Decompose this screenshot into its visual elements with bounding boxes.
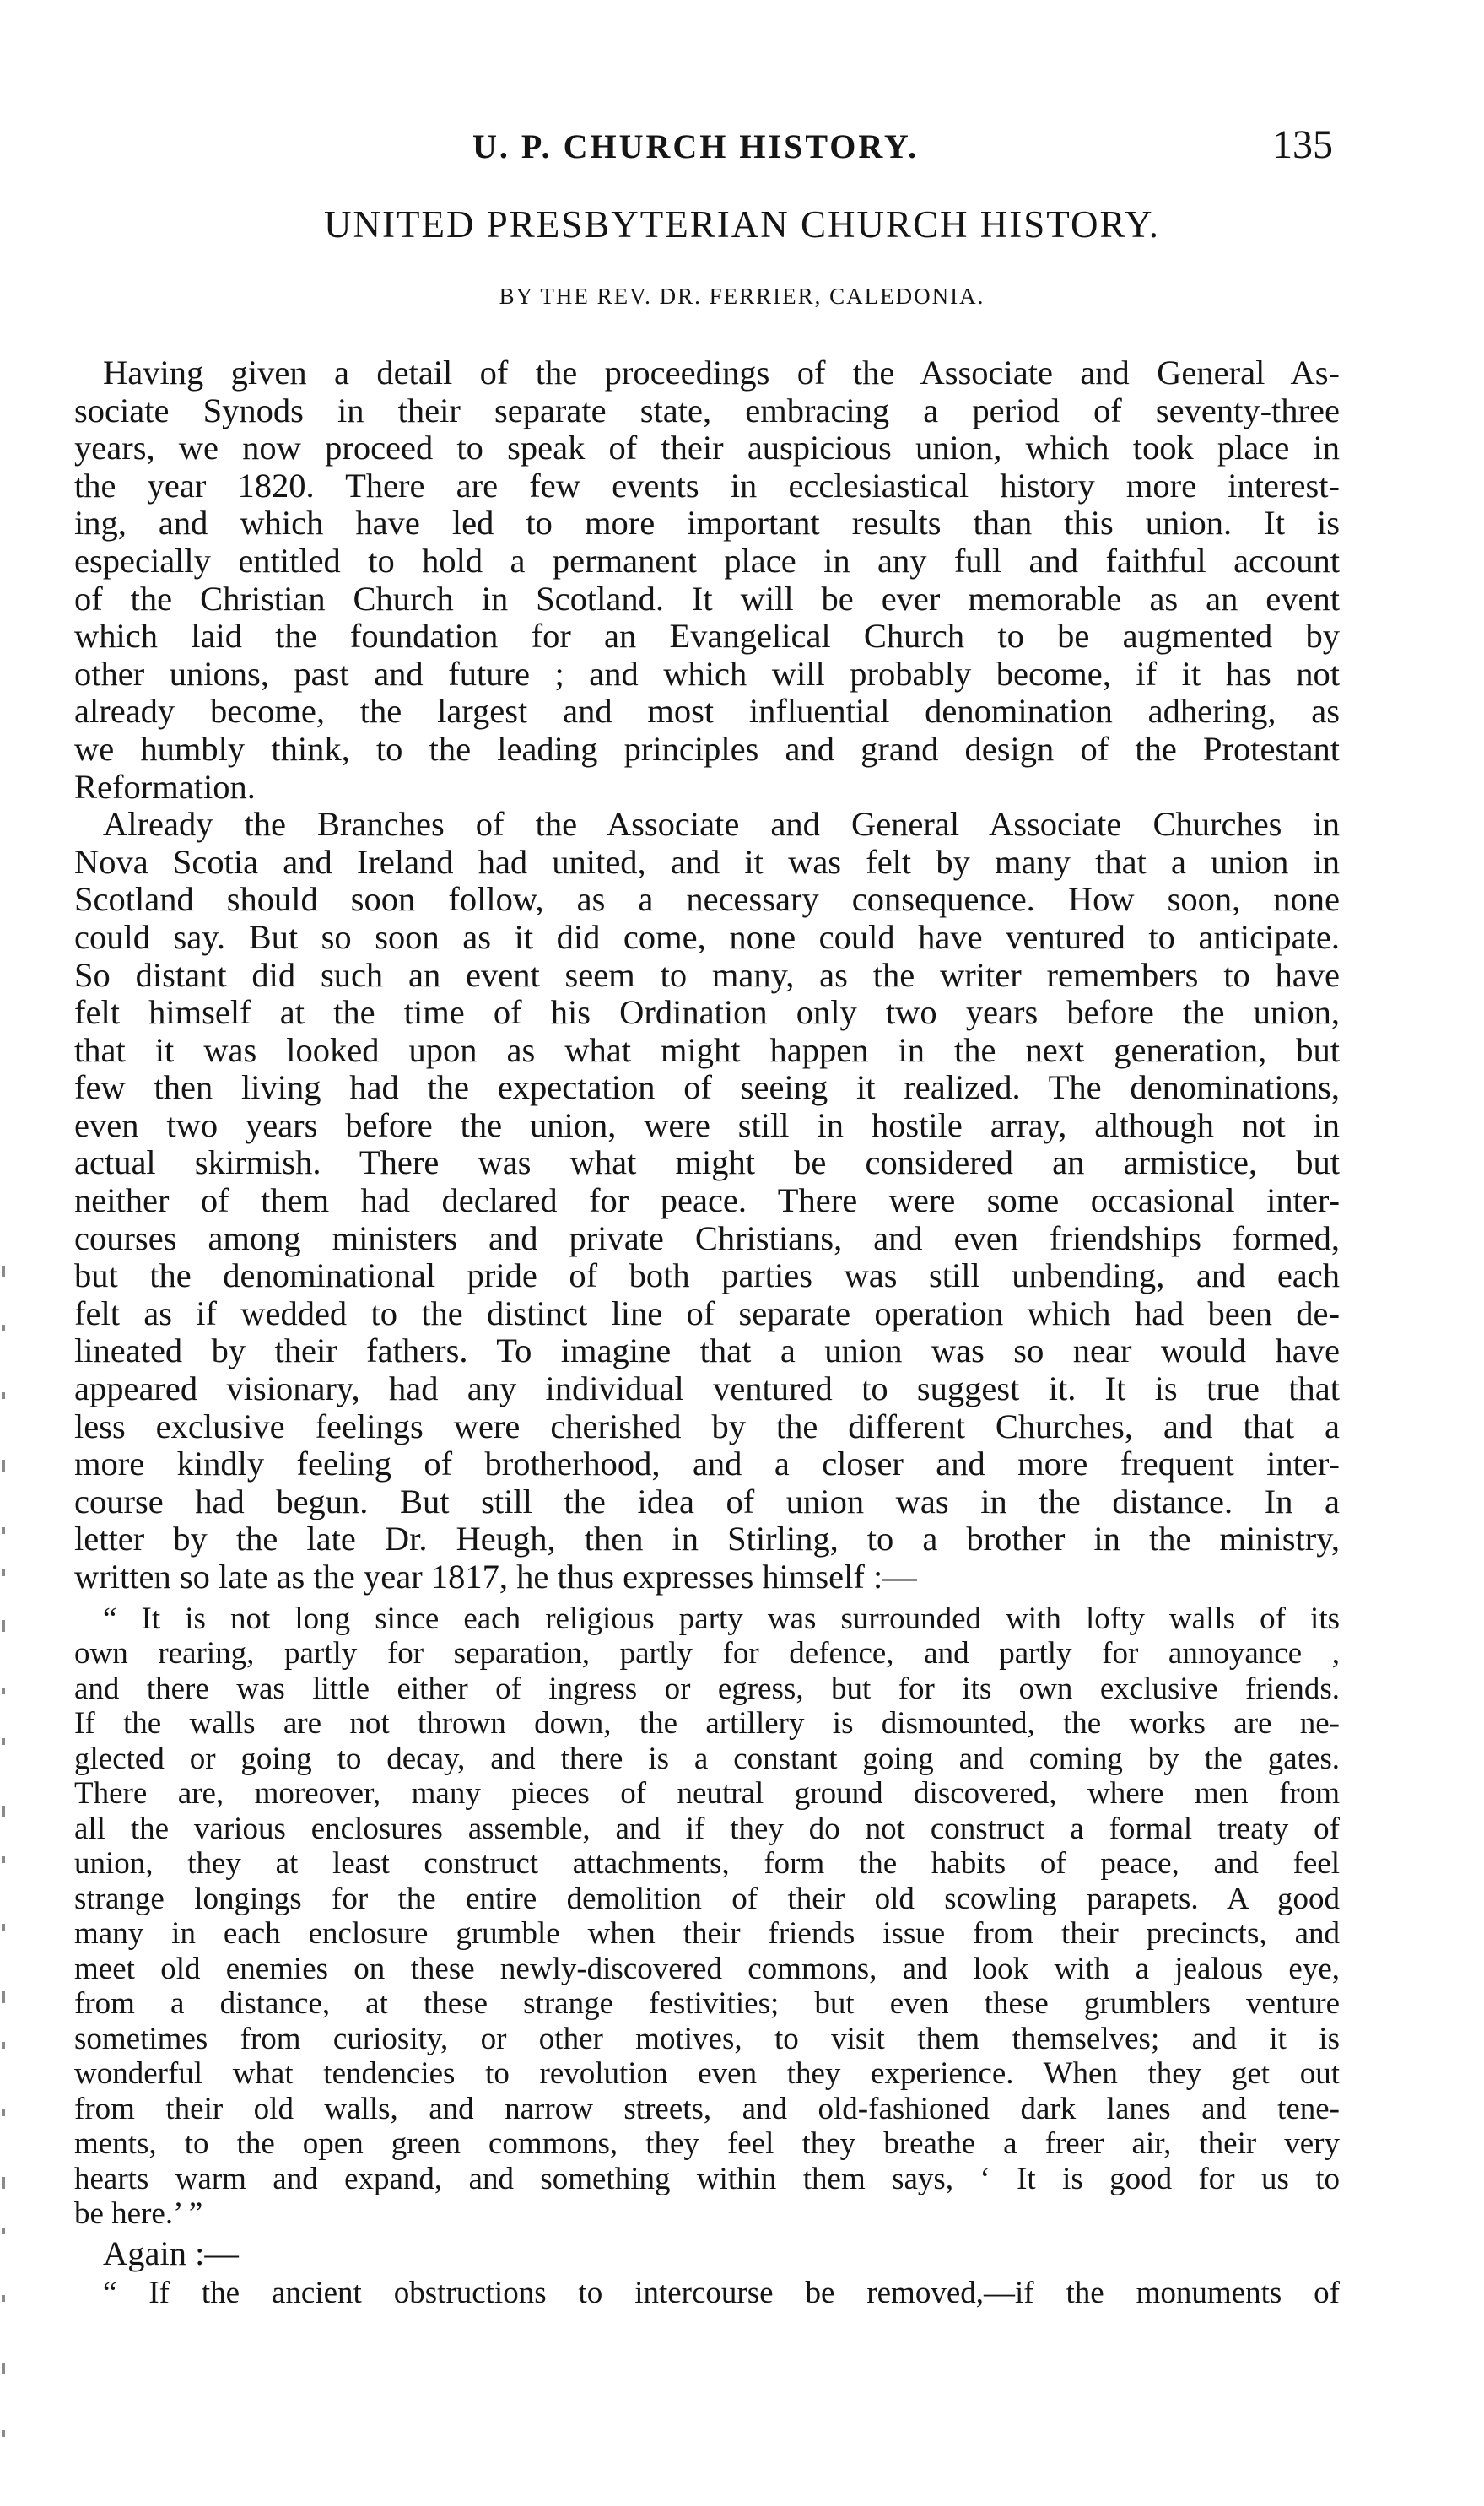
- quote-line: glected or going to decay, and there is a constant going and coming by the gates.: [74, 1741, 1340, 1776]
- text-line: sociate Synods in their separate state, embracing a period of seventy-three: [74, 391, 1340, 429]
- text-line: courses among ministers and private Christians, and even friendships formed,: [74, 1218, 1340, 1257]
- text-line: the year 1820. There are few events in ecclesiastical history more interest-: [74, 466, 1340, 505]
- quote-line: ments, to the open green commons, they feel they breathe a freer air, their very: [74, 2126, 1340, 2162]
- text-line: which laid the foundation for an Evangelical Church to be augmented by: [74, 617, 1340, 656]
- binding-edge-mark: [2, 1569, 5, 1576]
- text-line: of the Christian Church in Scotland. It will be ever memorable as an event: [74, 579, 1340, 618]
- quote-line: “ If the ancient obstructions to intercourse be removed,—if the monuments of: [103, 2275, 1340, 2310]
- quote-line: “ It is not long since each religious party was surrounded with lofty walls of its: [103, 1601, 1340, 1636]
- quote-line: from a distance, at these strange festivities; but even these grumblers venture: [74, 1986, 1340, 2022]
- text-line: more kindly feeling of brotherhood, and a closer and more frequent inter-: [74, 1445, 1340, 1483]
- binding-edge-mark: [2, 2295, 5, 2302]
- binding-edge-mark: [2, 1527, 5, 1534]
- running-head: [0, 122, 1484, 177]
- quote-line: There are, moreover, many pieces of neutral ground discovered, where men from: [74, 1776, 1340, 1812]
- text-line: already become, the largest and most influential denomination adhering, as: [74, 692, 1340, 731]
- binding-edge-mark: [2, 1620, 5, 1632]
- text-line: written so late as the year 1817, he thus expresses himself :—: [74, 1558, 917, 1596]
- quote-line: hearts warm and expand, and something within them says, ‘ It is good for us to: [74, 2161, 1340, 2196]
- text-line: felt himself at the time of his Ordination only two years before the union,: [74, 993, 1340, 1032]
- binding-edge-mark: [2, 1924, 5, 1931]
- binding-edge-mark: [2, 2109, 5, 2116]
- article-title: UNITED PRESBYTERIAN CHURCH HISTORY.: [324, 203, 1160, 246]
- binding-edge-mark: [2, 1325, 5, 1331]
- quote-line: strange longings for the entire demolition of their old scowling parapets. A good: [74, 1881, 1340, 1916]
- text-line: but the denominational pride of both parties was still unbending, and each: [74, 1256, 1340, 1295]
- text-line: neither of them had declared for peace. There were some occasional inter-: [74, 1181, 1340, 1220]
- block-quote-2: [74, 2276, 1340, 2311]
- binding-edge-mark: [2, 1688, 5, 1694]
- article-byline: BY THE REV. DR. FERRIER, CALEDONIA.: [499, 284, 985, 309]
- binding-edge-mark: [2, 1856, 5, 1863]
- text-line: we humbly think, to the leading principles and grand design of the Protestant: [74, 729, 1340, 768]
- quote-line: be here.’ ”: [74, 2196, 203, 2232]
- binding-edge-mark: [2, 2177, 5, 2189]
- quote-line: from their old walls, and narrow streets, and old-fashioned dark lanes and tene-: [74, 2091, 1340, 2126]
- article-body: [74, 354, 1340, 2310]
- text-line: So distant did such an event seem to many, as the writer remembers to have: [74, 955, 1340, 994]
- text-line: years, we now proceed to speak of their auspicious union, which took place in: [74, 429, 1340, 467]
- quote-line: union, they at least construct attachments, form the habits of peace, and feel: [74, 1846, 1340, 1882]
- binding-edge-mark: [2, 1392, 5, 1399]
- text-line: could say. But so soon as it did come, none could have ventured to anticipate.: [74, 917, 1340, 956]
- quote-line: wonderful what tendencies to revolution even they experience. When they get out: [74, 2056, 1340, 2092]
- quote-line: many in each enclosure grumble when their friends issue from their precincts, and: [74, 1916, 1340, 1952]
- paragraph-2: [74, 806, 1340, 1596]
- again-line: Again :—: [103, 2233, 239, 2272]
- text-line: Scotland should soon follow, as a necessary consequence. How soon, none: [74, 880, 1340, 919]
- text-line: ing, and which have led to more important results than this union. It is: [74, 504, 1340, 543]
- text-line: other unions, past and future ; and which will probably become, if it has not: [74, 654, 1340, 693]
- text-line: Reformation.: [74, 767, 256, 806]
- binding-edge-mark: [2, 1806, 5, 1817]
- block-quote-1: [74, 1601, 1340, 2232]
- text-line: even two years before the union, were still in hostile array, although not in: [74, 1105, 1340, 1144]
- text-line: less exclusive feelings were cherished by the different Churches, and that a: [74, 1407, 1340, 1445]
- quote-line: sometimes from curiosity, or other motives, to visit them themselves; and it is: [74, 2021, 1340, 2056]
- binding-edge-mark: [2, 2228, 5, 2234]
- text-line: letter by the late Dr. Heugh, then in Stirling, to a brother in the ministry,: [74, 1520, 1340, 1558]
- quote-line: meet old enemies on these newly-discovered commons, and look with a jealous eye,: [74, 1951, 1340, 1986]
- text-line: actual skirmish. There was what might be considered an armistice, but: [74, 1143, 1340, 1182]
- text-line: few then living had the expectation of seeing it realized. The denominations,: [74, 1068, 1340, 1107]
- binding-edge-mark: [2, 2363, 5, 2374]
- binding-edge-mark: [2, 2430, 5, 2437]
- text-line: appeared visionary, had any individual ventured to suggest it. It is true that: [74, 1369, 1340, 1408]
- paragraph-1: [74, 354, 1340, 806]
- quote-line: own rearing, partly for separation, partly for defence, and partly for annoyance ,: [74, 1636, 1340, 1672]
- binding-edge-marks: [2, 1266, 10, 2481]
- page-number: 135: [1272, 122, 1333, 167]
- binding-edge-mark: [2, 2042, 5, 2049]
- binding-edge-mark: [2, 1266, 5, 1277]
- running-title: U. P. CHURCH HISTORY.: [472, 127, 920, 165]
- binding-edge-mark: [2, 1460, 5, 1472]
- quote-line: and there was little either of ingress or egress, but for its own exclusive friends.: [74, 1671, 1340, 1706]
- text-line: course had begun. But still the idea of union was in the distance. In a: [74, 1482, 1340, 1520]
- text-line: Having given a detail of the proceedings of the Associate and General As-: [103, 354, 1340, 392]
- text-line: Nova Scotia and Ireland had united, and it was felt by many that a union in: [74, 842, 1340, 881]
- binding-edge-mark: [2, 1738, 5, 1745]
- text-line: especially entitled to hold a permanent place in any full and faithful account: [74, 541, 1340, 580]
- text-line: lineated by their fathers. To imagine that a union was so near would have: [74, 1331, 1340, 1370]
- binding-edge-mark: [2, 1991, 5, 2003]
- quote-line: If the walls are not thrown down, the artillery is dismounted, the works are ne-: [74, 1706, 1340, 1742]
- text-line: Already the Branches of the Associate and General Associate Churches in: [103, 805, 1340, 844]
- text-line: that it was looked upon as what might happen in the next generation, but: [74, 1030, 1340, 1069]
- quote-line: all the various enclosures assemble, and if they do not construct a formal treaty of: [74, 1811, 1340, 1846]
- text-line: felt as if wedded to the distinct line of separate operation which had been de-: [74, 1294, 1340, 1332]
